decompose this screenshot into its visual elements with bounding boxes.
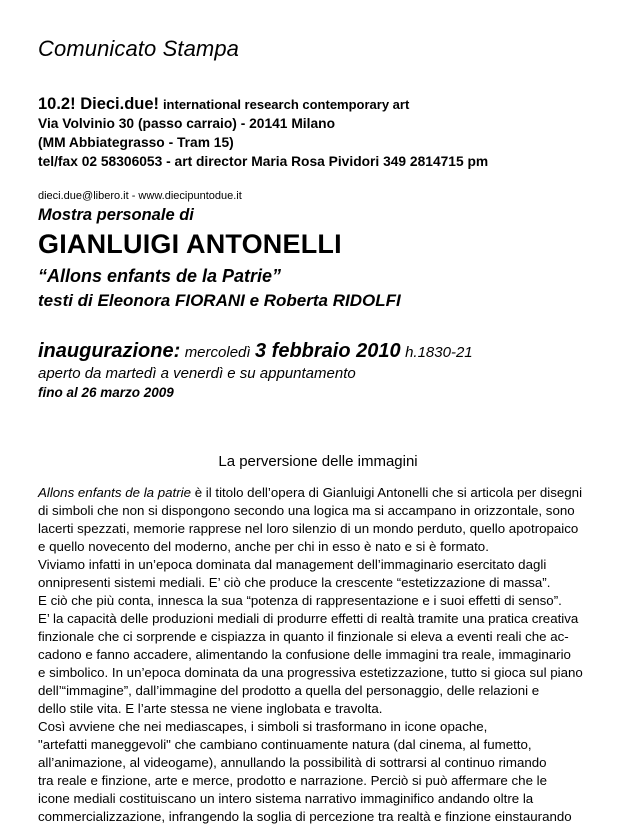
article-line: e simbolico. In un’epoca dominata da una progressiva estetizzazione, tutto si gioca sul piano: [38, 665, 583, 680]
page-title: Comunicato Stampa: [38, 36, 240, 61]
article-line: Allons enfants de la patrie è il titolo dell’opera di Gianluigi Antonelli che si articola per disegni: [38, 485, 583, 500]
article-line: di simboli che non si dispongono secondo una logica ma si accampano in orizzontale, sono: [38, 503, 575, 518]
article-line: E ciò che più conta, innesca la sua “potenza di rappresentazione e i suoi effetti di senso”.: [38, 593, 562, 608]
article-line: lacerti spezzati, memorie rapprese nel loro silenzio di un mondo perduto, quello apotropaico: [38, 521, 579, 536]
organization-name-line: [38, 95, 488, 114]
article-line: Così avviene che nei mediascapes, i simboli si trasformano in icone opache,: [38, 719, 488, 734]
gallery-address: Via Volvinio 30 (passo carraio) - 20141 Milano: [38, 116, 336, 131]
article-line: e quello novecento del moderno, anche per chi in esso è nato e si è formato.: [38, 539, 489, 554]
artist-name: GIANLUIGI ANTONELLI: [38, 229, 342, 259]
article-line: dell’“immagine”, dall’immagine del prodotto a quella del personaggio, delle relazioni e: [38, 683, 540, 698]
artwork-title-italic: Allons enfants de la patrie: [38, 485, 192, 500]
contact-links: dieci.due@libero.it - www.diecipuntodue.it: [38, 190, 242, 202]
article-body: [38, 484, 598, 826]
article-line: dello stile vita. E l’arte stessa ne viene inglobata e travolta.: [38, 701, 383, 716]
organization-block: [38, 95, 488, 171]
closing-date: fino al 26 marzo 2009: [38, 385, 174, 400]
texts-credits: testi di Eleonora FIORANI e Roberta RIDOLFI: [38, 291, 401, 310]
gallery-transit: (MM Abbiategrasso - Tram 15): [38, 135, 234, 150]
inauguration-label: inaugurazione:: [38, 340, 181, 362]
inauguration-day: mercoledì: [184, 344, 251, 361]
gallery-phone: tel/fax 02 58306053 - art director Maria Rosa Pividori 349 2814715 pm: [38, 154, 489, 169]
opening-hours: aperto da martedì a venerdì e su appuntamento: [38, 365, 356, 382]
article-line: all’animazione, al videogame), annullando la possibilità di sottrarsi al continuo rimando: [38, 755, 547, 770]
article-line: tra reale e finzione, arte e merce, prodotto e narrazione. Perciò si può affermare che le: [38, 773, 548, 788]
inauguration-line: [38, 340, 473, 363]
gallery-name: 10.2! Dieci.due!: [38, 95, 160, 113]
article-line: cadono e fanno accadere, alimentando la confusione delle immagini tra reale, immaginario: [38, 647, 571, 662]
article-line: commercializzazione, infrangendo la soglia di percezione tra realtà e finzione einstaurando: [38, 809, 572, 824]
section-title: La perversione delle immagini: [218, 453, 418, 470]
article-line: finzionale che ci sorprende e cispiazza in quanto il finzionale si eleva a eventi reali che ac-: [38, 629, 569, 644]
exhibition-type: Mostra personale di: [38, 206, 194, 224]
work-title: “Allons enfants de la Patrie”: [38, 266, 282, 286]
inauguration-date: 3 febbraio 2010: [255, 340, 401, 362]
article-line: onnipresenti sistemi mediali. E’ ciò che produce la crescente “estetizzazione di massa”.: [38, 575, 551, 590]
article-line: Viviamo infatti in un’epoca dominata dal management dell’immaginario esercitato dagli: [38, 557, 547, 572]
article-line: E’ la capacità delle produzioni mediali di produrre effetti di realtà tramite una pratica creativa: [38, 611, 579, 626]
article-line: "artefatti maneggevoli" che cambiano continuamente natura (dal cinema, al fumetto,: [38, 737, 532, 752]
gallery-tagline: international research contemporary art: [162, 97, 410, 112]
article-line: icone mediali costituiscano un intero sistema narrativo immaginifico andando oltre la: [38, 791, 534, 806]
inauguration-time: h.1830-21: [405, 344, 473, 361]
